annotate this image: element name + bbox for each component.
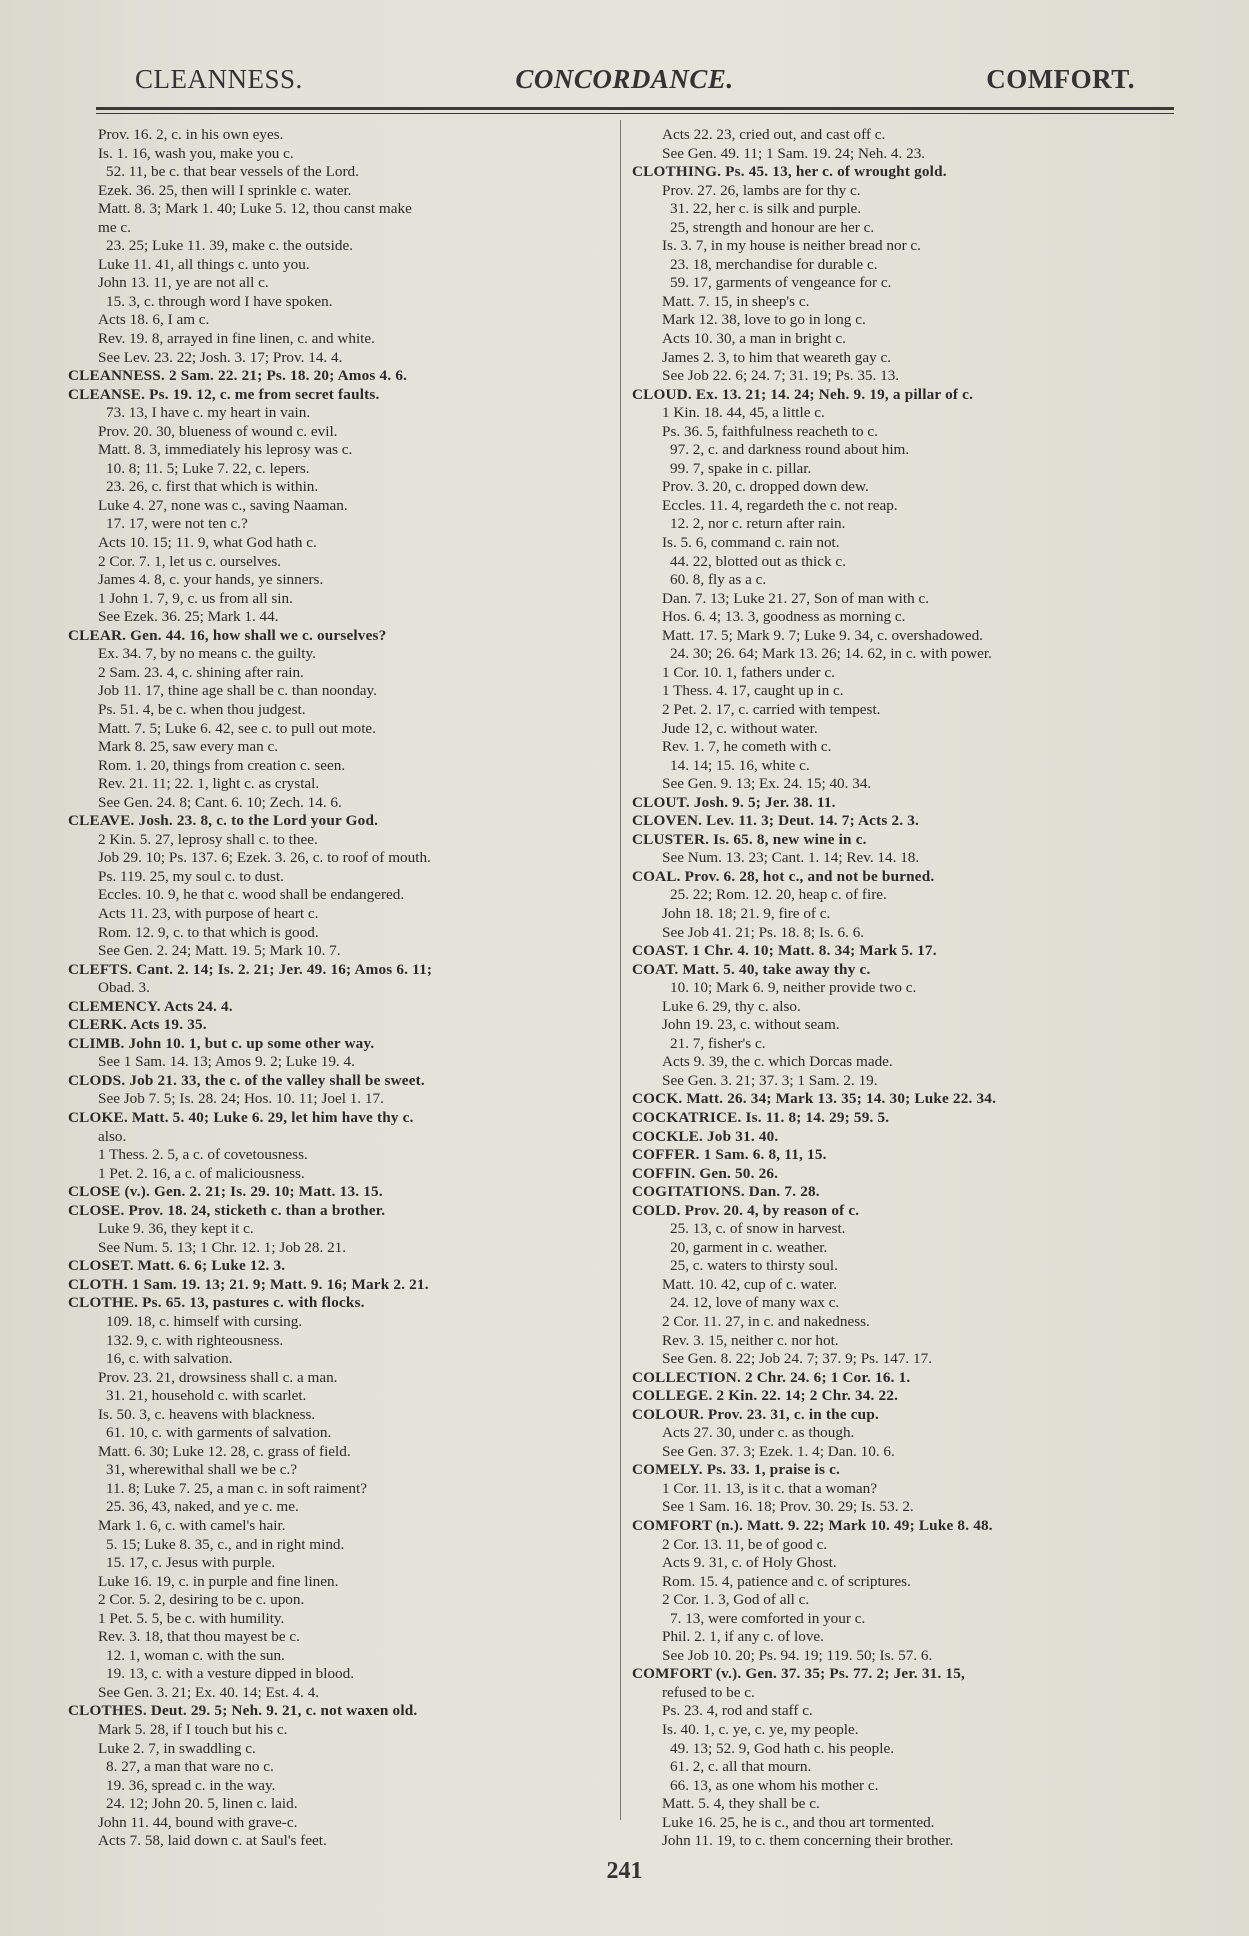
concordance-line: 14. 14; 15. 16, white c.	[670, 756, 810, 774]
concordance-line: 16, c. with salvation.	[106, 1350, 233, 1368]
concordance-line: 1 Thess. 4. 17, caught up in c.	[662, 682, 844, 700]
concordance-line: 1 Cor. 10. 1, fathers under c.	[662, 663, 835, 681]
concordance-line: Ps. 36. 5, faithfulness reacheth to c.	[662, 422, 878, 440]
concordance-line: 97. 2, c. and darkness round about him.	[670, 441, 910, 459]
concordance-line: John 13. 11, ye are not all c.	[98, 274, 269, 292]
concordance-line: CLOSE. Prov. 18. 24, sticketh c. than a brother.	[68, 1201, 386, 1219]
concordance-line: 66. 13, as one whom his mother c.	[670, 1776, 879, 1794]
concordance-line: 132. 9, c. with righteousness.	[106, 1331, 284, 1349]
concordance-line: Matt. 7. 15, in sheep's c.	[662, 292, 810, 310]
concordance-line: Eccles. 10. 9, he that c. wood shall be endangered.	[98, 886, 405, 904]
concordance-line: 23. 25; Luke 11. 39, make c. the outside.	[106, 237, 354, 255]
concordance-line: Rom. 15. 4, patience and c. of scriptures.	[662, 1572, 911, 1590]
concordance-line: Hos. 6. 4; 13. 3, goodness as morning c.	[662, 608, 906, 626]
concordance-line: 17. 17, were not ten c.?	[106, 515, 248, 533]
column-divider	[620, 120, 621, 1820]
concordance-line: Mark 12. 38, love to go in long c.	[662, 311, 866, 329]
concordance-line: See Gen. 49. 11; 1 Sam. 19. 24; Neh. 4. 23.	[662, 144, 926, 162]
concordance-line: See Gen. 2. 24; Matt. 19. 5; Mark 10. 7.	[98, 942, 341, 960]
concordance-line: Rev. 3. 15, neither c. nor hot.	[662, 1331, 839, 1349]
concordance-line: Matt. 6. 30; Luke 12. 28, c. grass of field.	[98, 1442, 351, 1460]
concordance-line: 31, wherewithal shall we be c.?	[106, 1461, 298, 1479]
concordance-line: Acts 11. 23, with purpose of heart c.	[98, 904, 319, 922]
concordance-line: See Gen. 9. 13; Ex. 24. 15; 40. 34.	[662, 775, 872, 793]
concordance-line: Luke 6. 29, thy c. also.	[662, 997, 801, 1015]
concordance-line: 31. 21, household c. with scarlet.	[106, 1387, 307, 1405]
header-rule-thick	[96, 107, 1174, 110]
concordance-line: Mark 8. 25, saw every man c.	[98, 738, 279, 756]
concordance-line: CLOTHING. Ps. 45. 13, her c. of wrought gold.	[632, 163, 947, 181]
concordance-line: Phil. 2. 1, if any c. of love.	[662, 1628, 824, 1646]
concordance-line: James 2. 3, to him that weareth gay c.	[662, 348, 892, 366]
concordance-line: 59. 17, garments of vengeance for c.	[670, 274, 892, 292]
concordance-line: Prov. 3. 20, c. dropped down dew.	[662, 478, 869, 496]
concordance-line: COGITATIONS. Dan. 7. 28.	[632, 1183, 820, 1201]
concordance-line: Acts 9. 31, c. of Holy Ghost.	[662, 1554, 837, 1572]
concordance-line: Is. 3. 7, in my house is neither bread nor c.	[662, 237, 921, 255]
concordance-line: 7. 13, were comforted in your c.	[670, 1609, 866, 1627]
concordance-line: 52. 11, be c. that bear vessels of the Lord.	[106, 163, 359, 181]
concordance-line: COAT. Matt. 5. 40, take away thy c.	[632, 960, 871, 978]
concordance-line: Job 11. 17, thine age shall be c. than noonday.	[98, 682, 377, 700]
concordance-line: Acts 9. 39, the c. which Dorcas made.	[662, 1053, 893, 1071]
concordance-line: 19. 36, spread c. in the way.	[106, 1776, 276, 1794]
concordance-line: Is. 40. 1, c. ye, c. ye, my people.	[662, 1721, 859, 1739]
concordance-line: 31. 22, her c. is silk and purple.	[670, 200, 862, 218]
concordance-line: 2 Kin. 5. 27, leprosy shall c. to thee.	[98, 830, 318, 848]
concordance-line: 1 Pet. 2. 16, a c. of maliciousness.	[98, 1164, 305, 1182]
concordance-line: CLODS. Job 21. 33, the c. of the valley shall be sweet.	[68, 1071, 425, 1089]
concordance-line: 2 Cor. 1. 3, God of all c.	[662, 1591, 810, 1609]
concordance-line: 24. 30; 26. 64; Mark 13. 26; 14. 62, in c. with power.	[670, 645, 992, 663]
concordance-line: John 19. 23, c. without seam.	[662, 1016, 840, 1034]
concordance-line: COFFER. 1 Sam. 6. 8, 11, 15.	[632, 1146, 827, 1164]
concordance-line: 2 Cor. 11. 27, in c. and nakedness.	[662, 1313, 870, 1330]
concordance-line: John 18. 18; 21. 9, fire of c.	[662, 904, 831, 922]
concordance-line: Ps. 23. 4, rod and staff c.	[662, 1702, 813, 1720]
concordance-line: COFFIN. Gen. 50. 26.	[632, 1164, 779, 1182]
concordance-line: Is. 5. 6, command c. rain not.	[662, 534, 840, 552]
concordance-line: COMELY. Ps. 33. 1, praise is c.	[632, 1461, 841, 1479]
concordance-line: John 11. 19, to c. them concerning their brother.	[662, 1832, 954, 1850]
concordance-line: CLOSET. Matt. 6. 6; Luke 12. 3.	[68, 1257, 286, 1275]
concordance-line: Rom. 1. 20, things from creation c. seen.	[98, 756, 346, 774]
concordance-line: 25. 13, c. of snow in harvest.	[670, 1220, 846, 1238]
concordance-line: COLD. Prov. 20. 4, by reason of c.	[632, 1201, 860, 1219]
concordance-line: Rev. 19. 8, arrayed in fine linen, c. and white.	[98, 330, 375, 348]
concordance-line: also.	[98, 1127, 127, 1145]
concordance-line: Ps. 119. 25, my soul c. to dust.	[98, 867, 284, 885]
concordance-line: 20, garment in c. weather.	[670, 1238, 828, 1256]
concordance-line: 1 Thess. 2. 5, a c. of covetousness.	[98, 1146, 308, 1164]
concordance-line: See Job 7. 5; Is. 28. 24; Hos. 10. 11; Joel 1. 17.	[98, 1090, 384, 1108]
concordance-line: Is. 50. 3, c. heavens with blackness.	[98, 1405, 316, 1423]
concordance-line: CLOVEN. Lev. 11. 3; Deut. 14. 7; Acts 2. 3.	[632, 812, 920, 830]
concordance-line: CLOTHES. Deut. 29. 5; Neh. 9. 21, c. not waxen old.	[68, 1702, 418, 1720]
concordance-line: Mark 1. 6, c. with camel's hair.	[98, 1517, 286, 1535]
concordance-line: COCK. Matt. 26. 34; Mark 13. 35; 14. 30; Luke 22. 34.	[632, 1090, 997, 1108]
concordance-line: Is. 1. 16, wash you, make you c.	[98, 144, 294, 162]
concordance-line: 12. 2, nor c. return after rain.	[670, 515, 846, 533]
concordance-line: See Gen. 8. 22; Job 24. 7; 37. 9; Ps. 147. 17.	[662, 1350, 933, 1368]
concordance-line: 15. 3, c. through word I have spoken.	[106, 292, 333, 310]
concordance-line: 2 Cor. 13. 11, be of good c.	[662, 1535, 828, 1553]
concordance-line: CLIMB. John 10. 1, but c. up some other way.	[68, 1034, 375, 1052]
concordance-line: 99. 7, spake in c. pillar.	[670, 459, 812, 477]
concordance-line: See Num. 5. 13; 1 Chr. 12. 1; Job 28. 21.	[98, 1238, 347, 1256]
concordance-line: CLEANSE. Ps. 19. 12, c. me from secret faults.	[68, 385, 380, 403]
concordance-line: 10. 10; Mark 6. 9, neither provide two c.	[670, 979, 917, 997]
concordance-line: See 1 Sam. 16. 18; Prov. 30. 29; Is. 53. 2.	[662, 1498, 914, 1516]
concordance-line: Rev. 3. 18, that thou mayest be c.	[98, 1628, 300, 1646]
concordance-line: Matt. 7. 5; Luke 6. 42, see c. to pull out mote.	[98, 719, 376, 737]
concordance-line: See Ezek. 36. 25; Mark 1. 44.	[98, 608, 279, 626]
concordance-line: 25. 22; Rom. 12. 20, heap c. of fire.	[670, 886, 887, 904]
header-rule-thin	[96, 113, 1174, 114]
concordance-line: Luke 16. 19, c. in purple and fine linen.	[98, 1572, 339, 1590]
concordance-line: Rev. 21. 11; 22. 1, light c. as crystal.	[98, 775, 320, 793]
concordance-line: CLOSE (v.). Gen. 2. 21; Is. 29. 10; Matt. 13. 15.	[68, 1183, 383, 1201]
concordance-line: Matt. 10. 42, cup of c. water.	[662, 1275, 838, 1293]
concordance-line: James 4. 8, c. your hands, ye sinners.	[98, 571, 324, 589]
concordance-line: 21. 7, fisher's c.	[670, 1034, 766, 1052]
concordance-line: See Job 41. 21; Ps. 18. 8; Is. 6. 6.	[662, 923, 865, 941]
concordance-line: 10. 8; 11. 5; Luke 7. 22, c. lepers.	[106, 459, 310, 477]
concordance-line: 1 Kin. 18. 44, 45, a little c.	[662, 404, 825, 422]
concordance-line: 8. 27, a man that ware no c.	[106, 1758, 274, 1776]
concordance-line: See 1 Sam. 14. 13; Amos 9. 2; Luke 19. 4.	[98, 1053, 355, 1071]
concordance-line: Mark 5. 28, if I touch but his c.	[98, 1721, 288, 1739]
concordance-line: CLOUD. Ex. 13. 21; 14. 24; Neh. 9. 19, a pillar of c.	[632, 385, 974, 403]
concordance-line: 5. 15; Luke 8. 35, c., and in right mind.	[106, 1535, 345, 1553]
concordance-line: Acts 10. 30, a man in bright c.	[662, 330, 846, 348]
concordance-line: 25, c. waters to thirsty soul.	[670, 1257, 838, 1275]
header-left: CLEANNESS.	[135, 64, 303, 94]
concordance-line: COCKATRICE. Is. 11. 8; 14. 29; 59. 5.	[632, 1108, 890, 1126]
concordance-line: COMFORT (v.). Gen. 37. 35; Ps. 77. 2; Jer. 31. 15,	[632, 1665, 966, 1683]
concordance-line: John 11. 44, bound with grave-c.	[98, 1813, 298, 1831]
concordance-line: 23. 26, c. first that which is within.	[106, 478, 319, 496]
concordance-line: Luke 4. 27, none was c., saving Naaman.	[98, 496, 348, 514]
concordance-line: See Gen. 3. 21; 37. 3; 1 Sam. 2. 19.	[662, 1071, 878, 1089]
concordance-line: 44. 22, blotted out as thick c.	[670, 552, 846, 570]
concordance-line: Acts 27. 30, under c. as though.	[662, 1424, 855, 1442]
concordance-line: Luke 11. 41, all things c. unto you.	[98, 255, 310, 273]
concordance-line: Luke 2. 7, in swaddling c.	[98, 1739, 256, 1757]
concordance-line: CLOKE. Matt. 5. 40; Luke 6. 29, let him have thy c.	[68, 1108, 414, 1126]
concordance-line: Dan. 7. 13; Luke 21. 27, Son of man with c.	[662, 589, 930, 607]
concordance-line: COLLECTION. 2 Chr. 24. 6; 1 Cor. 16. 1.	[632, 1368, 911, 1386]
concordance-line: CLUSTER. Is. 65. 8, new wine in c.	[632, 830, 867, 848]
concordance-line: See Job 10. 20; Ps. 94. 19; 119. 50; Is. 57. 6.	[662, 1646, 933, 1664]
concordance-line: Acts 10. 15; 11. 9, what God hath c.	[98, 534, 317, 552]
concordance-line: See Gen. 37. 3; Ezek. 1. 4; Dan. 10. 6.	[662, 1442, 895, 1460]
concordance-line: me c.	[98, 218, 131, 236]
concordance-line: Matt. 8. 3, immediately his leprosy was c.	[98, 441, 353, 459]
concordance-line: Acts 7. 58, laid down c. at Saul's feet.	[98, 1832, 327, 1850]
concordance-line: Luke 16. 25, he is c., and thou art tormented.	[662, 1813, 935, 1831]
page-number: 241	[606, 1858, 643, 1884]
concordance-line: CLOTH. 1 Sam. 19. 13; 21. 9; Matt. 9. 16; Mark 2. 21.	[68, 1275, 429, 1293]
concordance-line: Acts 22. 23, cried out, and cast off c.	[662, 126, 886, 143]
concordance-line: COLLEGE. 2 Kin. 22. 14; 2 Chr. 34. 22.	[632, 1387, 899, 1405]
concordance-line: Luke 9. 36, they kept it c.	[98, 1220, 254, 1238]
concordance-line: 1 Pet. 5. 5, be c. with humility.	[98, 1609, 285, 1627]
concordance-line: Prov. 20. 30, blueness of wound c. evil.	[98, 422, 338, 440]
concordance-line: 12. 1, woman c. with the sun.	[106, 1646, 285, 1664]
concordance-line: See Gen. 3. 21; Ex. 40. 14; Est. 4. 4.	[98, 1683, 320, 1701]
concordance-line: CLEAR. Gen. 44. 16, how shall we c. ourselves?	[68, 626, 387, 644]
concordance-line: 60. 8, fly as a c.	[670, 571, 767, 589]
concordance-line: 2 Sam. 23. 4, c. shining after rain.	[98, 663, 304, 681]
concordance-line: COMFORT (n.). Matt. 9. 22; Mark 10. 49; Luke 8. 48.	[632, 1517, 993, 1535]
concordance-line: Ex. 34. 7, by no means c. the guilty.	[98, 645, 316, 663]
concordance-line: 73. 13, I have c. my heart in vain.	[106, 404, 311, 422]
concordance-line: See Num. 13. 23; Cant. 1. 14; Rev. 14. 18.	[662, 849, 920, 867]
concordance-line: 49. 13; 52. 9, God hath c. his people.	[670, 1739, 894, 1757]
concordance-line: COCKLE. Job 31. 40.	[632, 1127, 779, 1145]
concordance-line: 61. 10, c. with garments of salvation.	[106, 1424, 332, 1442]
concordance-line: 2 Pet. 2. 17, c. carried with tempest.	[662, 700, 881, 718]
concordance-line: CLEANNESS. 2 Sam. 22. 21; Ps. 18. 20; Amos 4. 6.	[68, 367, 408, 385]
concordance-line: 24. 12, love of many wax c.	[670, 1294, 840, 1312]
concordance-line: CLOTHE. Ps. 65. 13, pastures c. with flocks.	[68, 1294, 365, 1312]
concordance-line: 19. 13, c. with a vesture dipped in blood.	[106, 1665, 355, 1683]
concordance-line: Acts 18. 6, I am c.	[98, 311, 210, 329]
concordance-line: Prov. 16. 2, c. in his own eyes.	[98, 126, 284, 143]
concordance-line: Ezek. 36. 25, then will I sprinkle c. water.	[98, 181, 352, 199]
concordance-line: refused to be c.	[662, 1683, 755, 1701]
concordance-line: 109. 18, c. himself with cursing.	[106, 1313, 303, 1330]
concordance-line: 1 John 1. 7, 9, c. us from all sin.	[98, 589, 293, 607]
concordance-line: 2 Cor. 5. 2, desiring to be c. upon.	[98, 1591, 305, 1609]
concordance-line: CLERK. Acts 19. 35.	[68, 1016, 207, 1034]
concordance-line: See Job 22. 6; 24. 7; 31. 19; Ps. 35. 13.	[662, 367, 900, 385]
concordance-line: 2 Cor. 7. 1, let us c. ourselves.	[98, 552, 282, 570]
concordance-line: 25. 36, 43, naked, and ye c. me.	[106, 1498, 299, 1516]
concordance-line: Ps. 51. 4, be c. when thou judgest.	[98, 700, 306, 718]
concordance-line: See Lev. 23. 22; Josh. 3. 17; Prov. 14. 4.	[98, 348, 343, 366]
concordance-line: Matt. 5. 4, they shall be c.	[662, 1795, 820, 1813]
concordance-line: 61. 2, c. all that mourn.	[670, 1758, 812, 1776]
concordance-line: CLOUT. Josh. 9. 5; Jer. 38. 11.	[632, 793, 836, 811]
concordance-line: Jude 12, c. without water.	[662, 719, 818, 737]
concordance-line: Matt. 8. 3; Mark 1. 40; Luke 5. 12, thou canst make	[98, 200, 412, 218]
concordance-line: Obad. 3.	[98, 979, 150, 997]
concordance-line: Eccles. 11. 4, regardeth the c. not reap.	[662, 496, 898, 514]
concordance-line: Prov. 27. 26, lambs are for thy c.	[662, 181, 861, 199]
concordance-line: COAL. Prov. 6. 28, hot c., and not be burned.	[632, 867, 935, 885]
concordance-line: 24. 12; John 20. 5, linen c. laid.	[106, 1795, 298, 1813]
concordance-line: 1 Cor. 11. 13, is it c. that a woman?	[662, 1479, 877, 1497]
concordance-line: 25, strength and honour are her c.	[670, 218, 875, 236]
concordance-line: Matt. 17. 5; Mark 9. 7; Luke 9. 34, c. overshadowed.	[662, 626, 983, 644]
concordance-line: Rev. 1. 7, he cometh with c.	[662, 738, 832, 756]
concordance-line: Job 29. 10; Ps. 137. 6; Ezek. 3. 26, c. to roof of mouth.	[98, 849, 431, 867]
concordance-line: CLEFTS. Cant. 2. 14; Is. 2. 21; Jer. 49. 16; Amos 6. 11;	[68, 960, 433, 978]
concordance-line: Rom. 12. 9, c. to that which is good.	[98, 923, 319, 941]
concordance-line: CLEAVE. Josh. 23. 8, c. to the Lord your God.	[68, 812, 379, 830]
concordance-line: CLEMENCY. Acts 24. 4.	[68, 997, 233, 1015]
left-column	[68, 126, 612, 1851]
concordance-line: See Gen. 24. 8; Cant. 6. 10; Zech. 14. 6.	[98, 793, 342, 811]
header-center: CONCORDANCE.	[515, 64, 734, 94]
concordance-line: 11. 8; Luke 7. 25, a man c. in soft raiment?	[106, 1479, 367, 1497]
concordance-line: 15. 17, c. Jesus with purple.	[106, 1554, 276, 1572]
concordance-line: Prov. 23. 21, drowsiness shall c. a man.	[98, 1368, 338, 1386]
header-right: COMFORT.	[986, 64, 1135, 94]
concordance-line: COLOUR. Prov. 23. 31, c. in the cup.	[632, 1405, 879, 1423]
right-column	[632, 126, 1174, 1851]
concordance-line: 23. 18, merchandise for durable c.	[670, 255, 878, 273]
concordance-line: COAST. 1 Chr. 4. 10; Matt. 8. 34; Mark 5. 17.	[632, 942, 937, 960]
